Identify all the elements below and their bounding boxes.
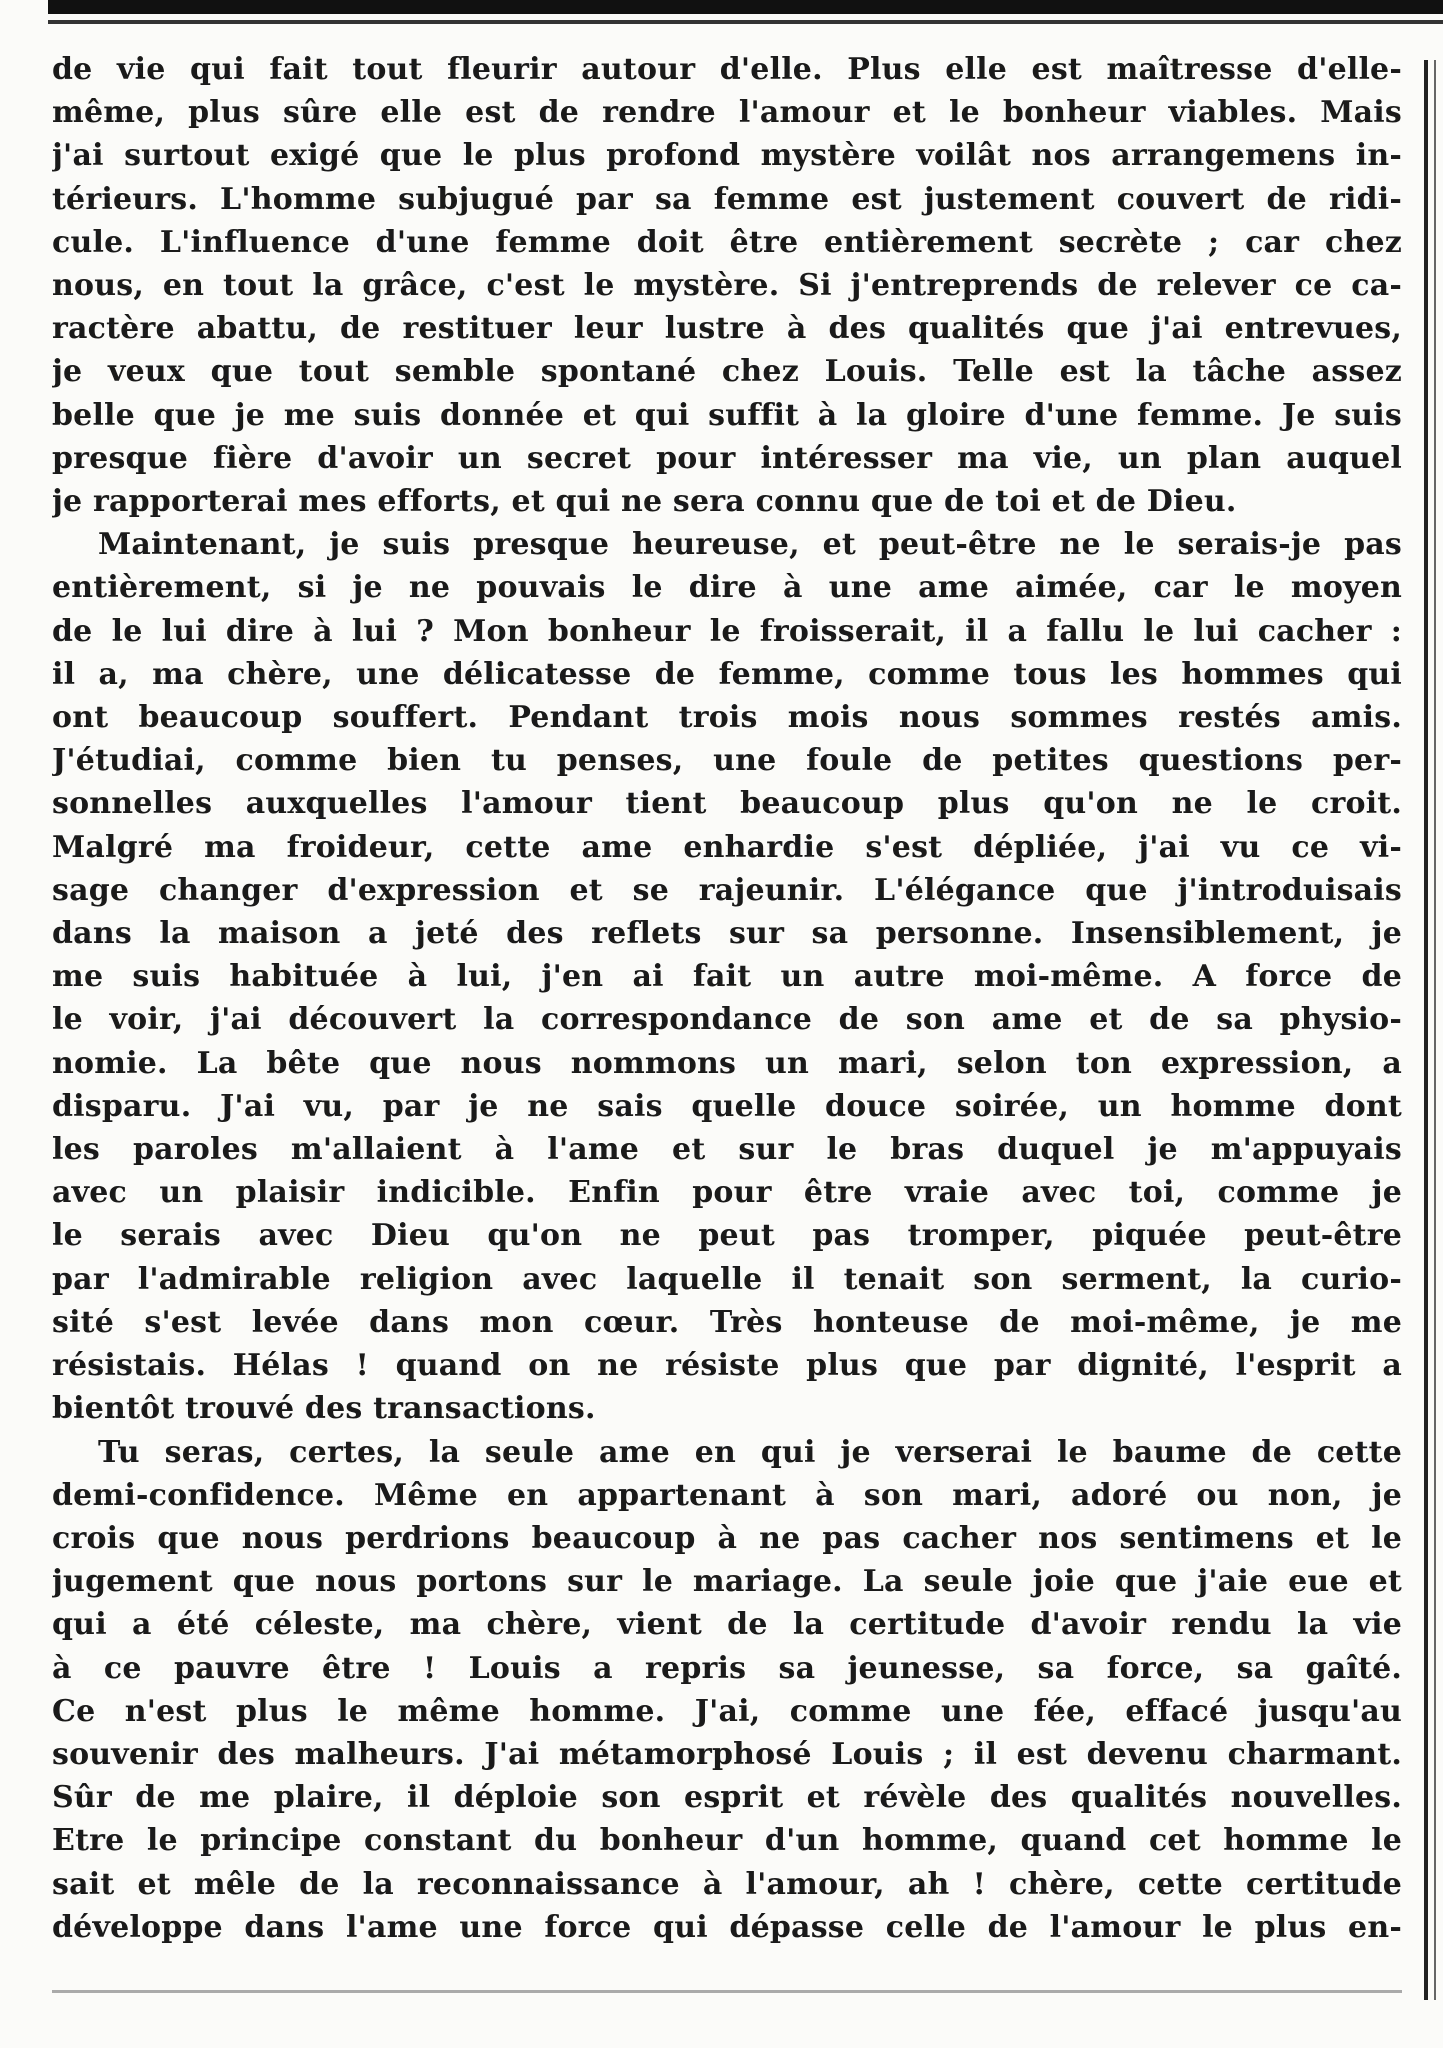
paragraph-3 xyxy=(52,1431,1402,1949)
text-line: bientôt trouvé des transactions. xyxy=(52,1391,596,1427)
text-line: cule. L'influence d'une femme doit être entièrement secrète ; car chez xyxy=(52,224,1402,260)
text-line: il a, ma chère, une délicatesse de femme, comme tous les hommes qui xyxy=(52,656,1402,692)
bottom-rule xyxy=(52,1990,1402,1993)
text-line: entièrement, si je ne pouvais le dire à une ame aimée, car le moyen xyxy=(52,570,1402,606)
text-line: Malgré ma froideur, cette ame enhardie s'est dépliée, j'ai vu ce vi- xyxy=(52,829,1402,865)
text-line: à ce pauvre être ! Louis a repris sa jeunesse, sa force, sa gaîté. xyxy=(52,1650,1402,1686)
text-line: j'ai surtout exigé que le plus profond mystère voilât nos arrangemens in- xyxy=(52,138,1402,174)
text-line: disparu. J'ai vu, par je ne sais quelle douce soirée, un homme dont xyxy=(52,1088,1402,1124)
text-line: sonnelles auxquelles l'amour tient beaucoup plus qu'on ne le croit. xyxy=(52,786,1402,822)
text-line: avec un plaisir indicible. Enfin pour être vraie avec toi, comme je xyxy=(52,1175,1402,1211)
text-line: même, plus sûre elle est de rendre l'amour et le bonheur viables. Mais xyxy=(52,95,1402,131)
text-line: presque fière d'avoir un secret pour intéresser ma vie, un plan auquel xyxy=(52,440,1402,476)
text-line: je veux que tout semble spontané chez Louis. Telle est la tâche assez xyxy=(52,354,1402,390)
text-line: belle que je me suis donnée et qui suffit à la gloire d'une femme. Je suis xyxy=(52,397,1402,433)
text-line: de le lui dire à lui ? Mon bonheur le froisserait, il a fallu le lui cacher : xyxy=(52,613,1402,649)
text-line: ractère abattu, de restituer leur lustre à des qualités que j'ai entrevues, xyxy=(52,311,1402,347)
paragraph-2 xyxy=(52,523,1402,1430)
text-line: nous, en tout la grâce, c'est le mystère. Si j'entreprends de relever ce ca- xyxy=(52,268,1402,304)
text-line: développe dans l'ame une force qui dépasse celle de l'amour le plus en- xyxy=(52,1909,1402,1945)
text-line: ont beaucoup souffert. Pendant trois mois nous sommes restés amis. xyxy=(52,700,1402,736)
text-line: dans la maison a jeté des reflets sur sa personne. Insensiblement, je xyxy=(52,916,1402,952)
text-line: jugement que nous portons sur le mariage. La seule joie que j'aie eue et xyxy=(52,1564,1402,1600)
text-line: le voir, j'ai découvert la correspondance de son ame et de sa physio- xyxy=(52,1002,1402,1038)
text-line: sage changer d'expression et se rajeunir. L'élégance que j'introduisais xyxy=(52,872,1402,908)
text-line: résistais. Hélas ! quand on ne résiste plus que par dignité, l'esprit a xyxy=(52,1348,1402,1384)
text-line: J'étudiai, comme bien tu penses, une foule de petites questions per- xyxy=(52,743,1402,779)
text-line: Tu seras, certes, la seule ame en qui je verserai le baume de cette xyxy=(98,1434,1402,1470)
text-line: je rapporterai mes efforts, et qui ne sera connu que de toi et de Dieu. xyxy=(52,484,1237,520)
text-line: demi-confidence. Même en appartenant à son mari, adoré ou non, je xyxy=(52,1477,1402,1513)
text-line: Etre le principe constant du bonheur d'un homme, quand cet homme le xyxy=(52,1823,1402,1859)
text-line: qui a été céleste, ma chère, vient de la certitude d'avoir rendu la vie xyxy=(52,1607,1402,1643)
text-line: souvenir des malheurs. J'ai métamorphosé Louis ; il est devenu charmant. xyxy=(52,1736,1402,1772)
text-line: par l'admirable religion avec laquelle il tenait son serment, la curio- xyxy=(52,1261,1402,1297)
article-text-column xyxy=(52,48,1402,1949)
paragraph-1 xyxy=(52,48,1402,523)
text-line: les paroles m'allaient à l'ame et sur le bras duquel je m'appuyais xyxy=(52,1132,1402,1168)
text-line: de vie qui fait tout fleurir autour d'elle. Plus elle est maîtresse d'elle- xyxy=(52,52,1402,87)
text-line: Maintenant, je suis presque heureuse, et peut-être ne le serais-je pas xyxy=(98,527,1402,563)
text-line: sait et mêle de la reconnaissance à l'amour, ah ! chère, cette certitude xyxy=(52,1866,1402,1902)
text-line: nomie. La bête que nous nommons un mari, selon ton expression, a xyxy=(52,1045,1402,1081)
text-line: le serais avec Dieu qu'on ne peut pas tromper, piquée peut-être xyxy=(52,1218,1402,1254)
text-line: sité s'est levée dans mon cœur. Très honteuse de moi-même, je me xyxy=(52,1304,1402,1340)
text-line: me suis habituée à lui, j'en ai fait un autre moi-même. A force de xyxy=(52,959,1402,995)
text-line: Sûr de me plaire, il déploie son esprit et révèle des qualités nouvelles. xyxy=(52,1780,1402,1816)
text-line: Ce n'est plus le même homme. J'ai, comme une fée, effacé jusqu'au xyxy=(52,1693,1402,1729)
column-rule-secondary xyxy=(1434,60,1436,2000)
text-line: crois que nous perdrions beaucoup à ne pas cacher nos sentimens et le xyxy=(52,1520,1402,1556)
top-rule-thin xyxy=(48,20,1443,24)
column-rule xyxy=(1424,60,1428,2000)
top-rule xyxy=(48,0,1443,14)
text-line: térieurs. L'homme subjugué par sa femme est justement couvert de ridi- xyxy=(52,181,1402,217)
